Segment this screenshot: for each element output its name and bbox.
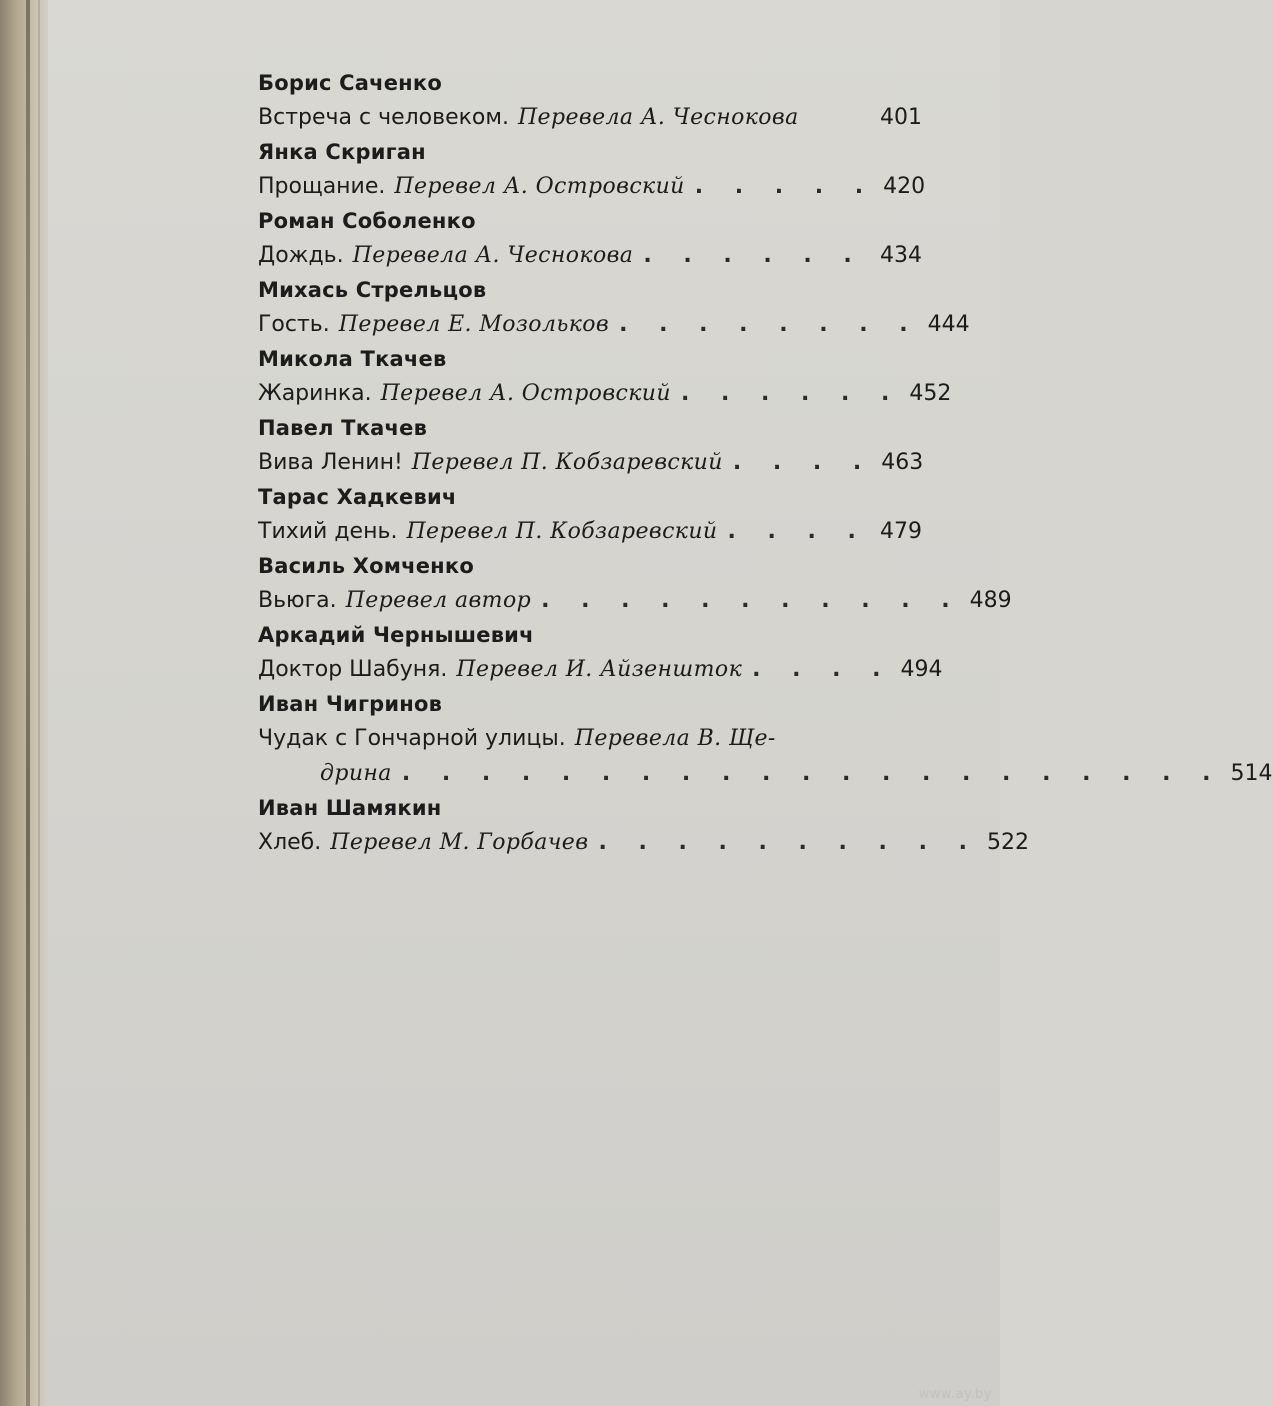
page-number: 463 [881, 450, 924, 475]
entry-author: Василь Хомченко [258, 554, 474, 578]
dot-leader: . . . . . . [643, 243, 864, 268]
work-translator: Перевела А. Чеснокова [352, 243, 634, 268]
work-title: Доктор Шабуня. [258, 657, 448, 682]
toc-entry [258, 135, 926, 204]
page-number: 489 [969, 588, 1012, 613]
entry-work-continued [258, 756, 1273, 791]
dot-leader: . . . . . . . . . . [598, 830, 979, 855]
work-translator: Перевела В. Ще- [574, 726, 776, 751]
spine-edge [26, 0, 30, 1406]
entry-author: Михась Стрельцов [258, 278, 487, 302]
toc-entry [258, 273, 970, 342]
page-number: 444 [927, 312, 970, 337]
toc-entry [258, 66, 922, 135]
book-spine [0, 0, 48, 1406]
work-translator: Перевел А. Островский [380, 381, 671, 406]
toc-entry [258, 480, 922, 549]
dot-leader: . . . . . . . . . . . [541, 588, 962, 613]
work-title: Жаринка. [258, 381, 372, 406]
toc-entry [258, 411, 922, 480]
dot-leader: . . . . [727, 519, 868, 544]
toc-entry [258, 342, 952, 411]
entry-work [258, 825, 1029, 860]
work-translator: Перевел А. Островский [394, 174, 685, 199]
dot-leader: . . . . [732, 450, 874, 475]
work-title: Хлеб. [258, 830, 322, 855]
work-title: Прощание. [258, 174, 386, 199]
entry-work [258, 100, 922, 135]
entry-author: Роман Соболенко [258, 209, 476, 233]
page-number: 434 [880, 243, 922, 268]
page-number: 494 [900, 657, 943, 682]
entry-work [258, 376, 952, 411]
work-translator: Перевел Е. Мозольков [338, 312, 610, 337]
entry-author: Иван Шамякин [258, 796, 442, 820]
toc-entry [258, 204, 922, 273]
work-title: Дождь. [258, 243, 344, 268]
entry-work [258, 238, 922, 273]
work-translator: Перевел автор [345, 588, 532, 613]
dot-leader: . . . . . . [680, 381, 902, 406]
entry-work [258, 583, 1012, 618]
dot-leader: . . . . . . . . [619, 312, 920, 337]
work-title: Вьюга. [258, 588, 337, 613]
work-title: Встреча с человеком. [258, 105, 509, 130]
entry-author: Аркадий Чернышевич [258, 623, 534, 647]
entry-author: Микола Ткачев [258, 347, 447, 371]
work-translator: Перевел И. Айзеншток [456, 657, 743, 682]
toc-entry [258, 687, 1273, 791]
toc-entry [258, 549, 1012, 618]
entry-work [258, 307, 970, 342]
work-translator: Перевел М. Горбачев [330, 830, 589, 855]
toc-entry [258, 618, 943, 687]
entry-work [258, 169, 926, 204]
entry-author: Павел Ткачев [258, 416, 428, 440]
page-number: 420 [883, 174, 926, 199]
page-number: 514 [1230, 761, 1273, 786]
dot-leader: . . . . [752, 657, 893, 682]
page-number: 401 [880, 105, 922, 130]
entry-work [258, 721, 922, 756]
work-translator: Перевела А. Чеснокова [517, 105, 799, 130]
entry-author: Борис Саченко [258, 71, 442, 95]
dot-leader: . . . . . [694, 174, 876, 199]
entry-work [258, 652, 943, 687]
work-title: Чудак с Гончарной улицы. [258, 726, 566, 751]
work-translator: Перевел П. Кобзаревский [411, 450, 723, 475]
work-title: Тихий день. [258, 519, 398, 544]
watermark: www.ay.by [918, 1387, 992, 1402]
entry-author: Иван Чигринов [258, 692, 443, 716]
entry-author: Янка Скриган [258, 140, 426, 164]
work-translator-continued: дрина [320, 761, 392, 786]
dot-leader: . . . . . . . . . . . . . . . . . . . . . [401, 761, 1223, 786]
page-number: 522 [986, 830, 1029, 855]
entry-work [258, 445, 922, 480]
page-number: 452 [909, 381, 952, 406]
work-translator: Перевел П. Кобзаревский [406, 519, 718, 544]
page-number: 479 [880, 519, 922, 544]
toc-entry [258, 791, 1029, 860]
spine-edge-inner [38, 0, 40, 1406]
work-title: Гость. [258, 312, 330, 337]
entry-author: Тарас Хадкевич [258, 485, 457, 509]
work-title: Вива Ленин! [258, 450, 403, 475]
entry-work [258, 514, 922, 549]
table-of-contents [258, 66, 1273, 860]
